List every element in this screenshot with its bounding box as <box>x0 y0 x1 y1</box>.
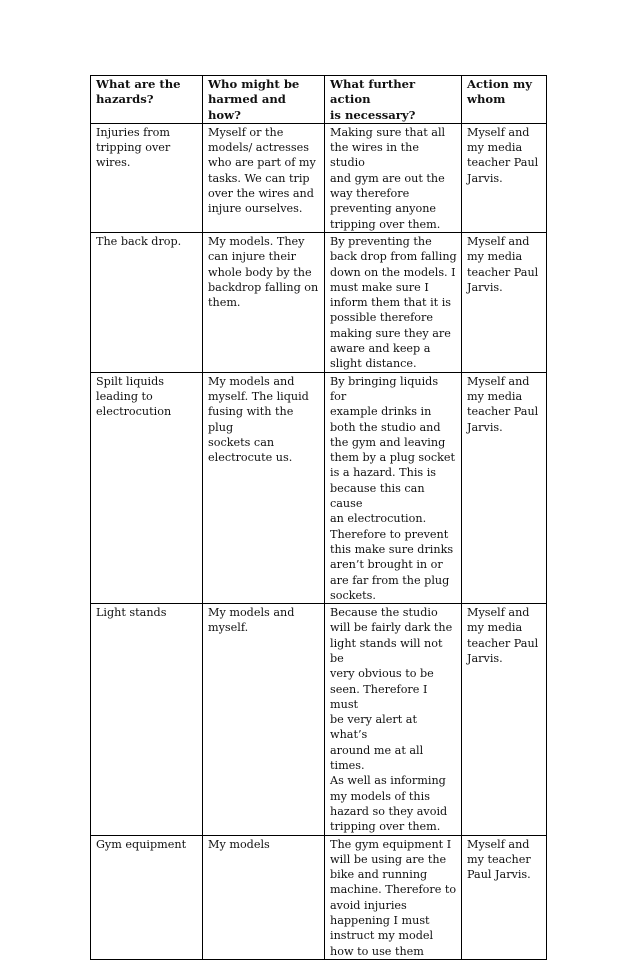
header-row <box>91 76 547 124</box>
hazard-cell: Gym equipment <box>91 835 203 959</box>
hazard-cell: The back drop. <box>91 232 203 372</box>
action-by-whom-cell: Myself and my media teacher Paul Jarvis. <box>462 372 547 603</box>
table-row <box>91 232 547 372</box>
further-action-cell: Making sure that all the wires in the studio and gym are out the way therefore preventing anyone tripping over them. <box>325 123 462 232</box>
action-by-whom-cell: Myself and my media teacher Paul Jarvis. <box>462 604 547 835</box>
hazard-cell: Light stands <box>91 604 203 835</box>
further-action-cell: By preventing the back drop from falling down on the models. I must make sure I inform them that it is possible therefore making sure they are aware and keep a slight distance. <box>325 232 462 372</box>
action-by-whom-cell: Myself and my media teacher Paul Jarvis. <box>462 123 547 232</box>
further-action-cell: The gym equipment I will be using are the bike and running machine. Therefore to avoid injuries happening I must instruct my model how to use them <box>325 835 462 959</box>
hazard-cell: Spilt liquids leading to electrocution <box>91 372 203 603</box>
further-action-cell: By bringing liquids for example drinks in both the studio and the gym and leaving them by a plug socket is a hazard. This is because this can cause an electrocution. Therefore to prevent this make sure drinks aren’t brought in or are far from the plug sockets. <box>325 372 462 603</box>
who-harmed-cell: My models and myself. <box>203 604 325 835</box>
header-further-action: What further action is necessary? <box>325 76 462 124</box>
further-action-cell: Because the studio will be fairly dark the light stands will not be very obvious to be seen. Therefore I must be very alert at what’s around me at all times. As well as informing my models of this hazard so they avoid tripping over them. <box>325 604 462 835</box>
hazard-cell: Injuries from tripping over wires. <box>91 123 203 232</box>
action-by-whom-cell: Myself and my teacher Paul Jarvis. <box>462 835 547 959</box>
table-row <box>91 123 547 232</box>
header-who-harmed: Who might be harmed and how? <box>203 76 325 124</box>
who-harmed-cell: Myself or the models/ actresses who are part of my tasks. We can trip over the wires and injure ourselves. <box>203 123 325 232</box>
who-harmed-cell: My models. They can injure their whole body by the backdrop falling on them. <box>203 232 325 372</box>
table-row <box>91 835 547 959</box>
risk-assessment-table <box>90 75 547 960</box>
who-harmed-cell: My models <box>203 835 325 959</box>
table-row <box>91 372 547 603</box>
action-by-whom-cell: Myself and my media teacher Paul Jarvis. <box>462 232 547 372</box>
header-action-by-whom: Action my whom <box>462 76 547 124</box>
who-harmed-cell: My models and myself. The liquid fusing with the plug sockets can electrocute us. <box>203 372 325 603</box>
table-row <box>91 604 547 835</box>
header-hazards: What are the hazards? <box>91 76 203 124</box>
